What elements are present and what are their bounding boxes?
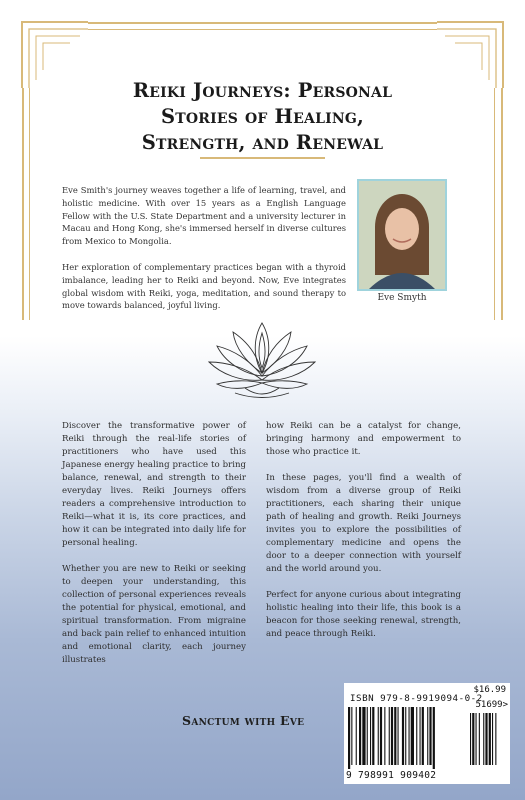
title-divider [200,157,325,159]
barcode-bar [402,707,404,765]
title-line-3: Strength, and Renewal [141,131,384,154]
description-paragraph-3: how Reiki can be a catalyst for change, bringing harmony and empowerment to those who practice it. [266,421,461,457]
barcode-bar [389,707,390,765]
barcode-bar [422,707,424,765]
barcode-bar [351,707,352,765]
price-label: $16.99 [473,685,506,695]
author-portrait-icon [359,181,445,289]
description-paragraph-4: In these pages, you'll find a wealth of wisdom from a diverse group of Reiki practitioners, each sharing their unique path of healing and growth. Reiki Journeys invites you to explore the possibilities of complementary medicine and opens the door to a deeper connection with yourself and the world around you. [266,473,461,574]
barcode-bar [367,707,368,765]
description-paragraph-5: Perfect for anyone curious about integrating holistic healing into their life, this book is a beacon for those seeking renewal, strength, and peace through Reiki. [266,590,461,639]
barcode-bar [394,707,396,765]
barcode-bar [384,707,385,765]
barcode-bar [391,707,393,765]
barcode-bar [398,707,399,765]
barcode-bar [405,707,406,765]
barcode-bar [416,707,417,765]
barcode-number: 9 798991 909402 [346,770,437,781]
description-right-column [266,420,461,654]
lotus-icon [205,318,320,403]
description-paragraph-1: Discover the transformative power of Reiki through the real-life stories of practitioners who have used this Japanese energy healing practice to bring balance, renewal, and strength to their everyday lives. Reiki Journeys offers readers a comprehensive introduction to Reiki—what it is, its core practices, and how it can be integrated into daily life for personal healing. [62,421,246,548]
barcode-addon-bar [492,713,493,765]
description-paragraph-2: Whether you are new to Reiki or seeking to deepen your understanding, this collection of personal experiences reveals the potential for physical, emotional, and spiritual transformation. From migraine and back pain relief to enhanced intuition and emotional clarity, each journey illustrates [62,564,246,665]
author-bio [62,184,346,325]
barcode-bar [356,707,357,765]
barcode-bar [420,707,421,765]
barcode-addon-bar [470,713,471,765]
publisher-name: Sanctum with Eve [182,713,305,728]
barcode-addon-bar [472,713,474,765]
book-title [60,78,465,156]
title-line-2: Stories of Healing, [160,105,365,128]
barcode-bar [359,707,361,765]
frame-top-line-inner [88,29,437,30]
barcode-bar [433,707,435,769]
frame-right-line [501,88,503,320]
barcode-bar [427,707,428,765]
author-photo [357,179,447,291]
barcode-addon-number: 51699> [475,700,508,710]
barcode-addon-bar [489,713,491,765]
frame-left-line-inner [29,88,30,320]
barcode-bar [362,707,365,765]
isbn-barcode [344,683,510,784]
barcode-bar [380,707,382,765]
barcode-addon-bar [483,713,484,765]
frame-right-line-inner [494,88,495,320]
frame-left-line [22,88,24,320]
barcode-bar [409,707,410,765]
barcode-addon-bar [479,713,480,765]
barcode-bar [411,707,414,765]
barcode-addon-bar [485,713,487,765]
barcode-bar [429,707,431,765]
barcode-bar [370,707,371,765]
frame-top-line [88,22,437,24]
isbn-text: ISBN 979-8-9919094-0-2 [350,693,483,704]
description-left-column [62,420,246,680]
barcode-bar [372,707,374,765]
title-line-1: Reiki Journeys: Personal [132,79,393,102]
author-photo-caption: Eve Smyth [377,293,427,303]
barcode-bars [348,707,506,769]
bio-paragraph-1: Eve Smith's journey weaves together a life of learning, travel, and holistic medicine. With over 15 years as a English Language Fellow with the U.S. State Department and a university lecturer in Macau and Hong Kong, she's immersed herself in diverse cultures from Mexico to Mongolia. [62,185,346,247]
barcode-addon-bar [476,713,477,765]
barcode-bar [348,707,350,769]
bio-paragraph-2: Her exploration of complementary practices began with a thyroid imbalance, leading her to Reiki and beyond. Now, Eve integrates global wisdom with Reiki, yoga, meditation, and sound therapy to move towards balanced, joyful living. [62,261,346,311]
barcode-bar [378,707,379,765]
barcode-addon-bar [495,713,496,765]
